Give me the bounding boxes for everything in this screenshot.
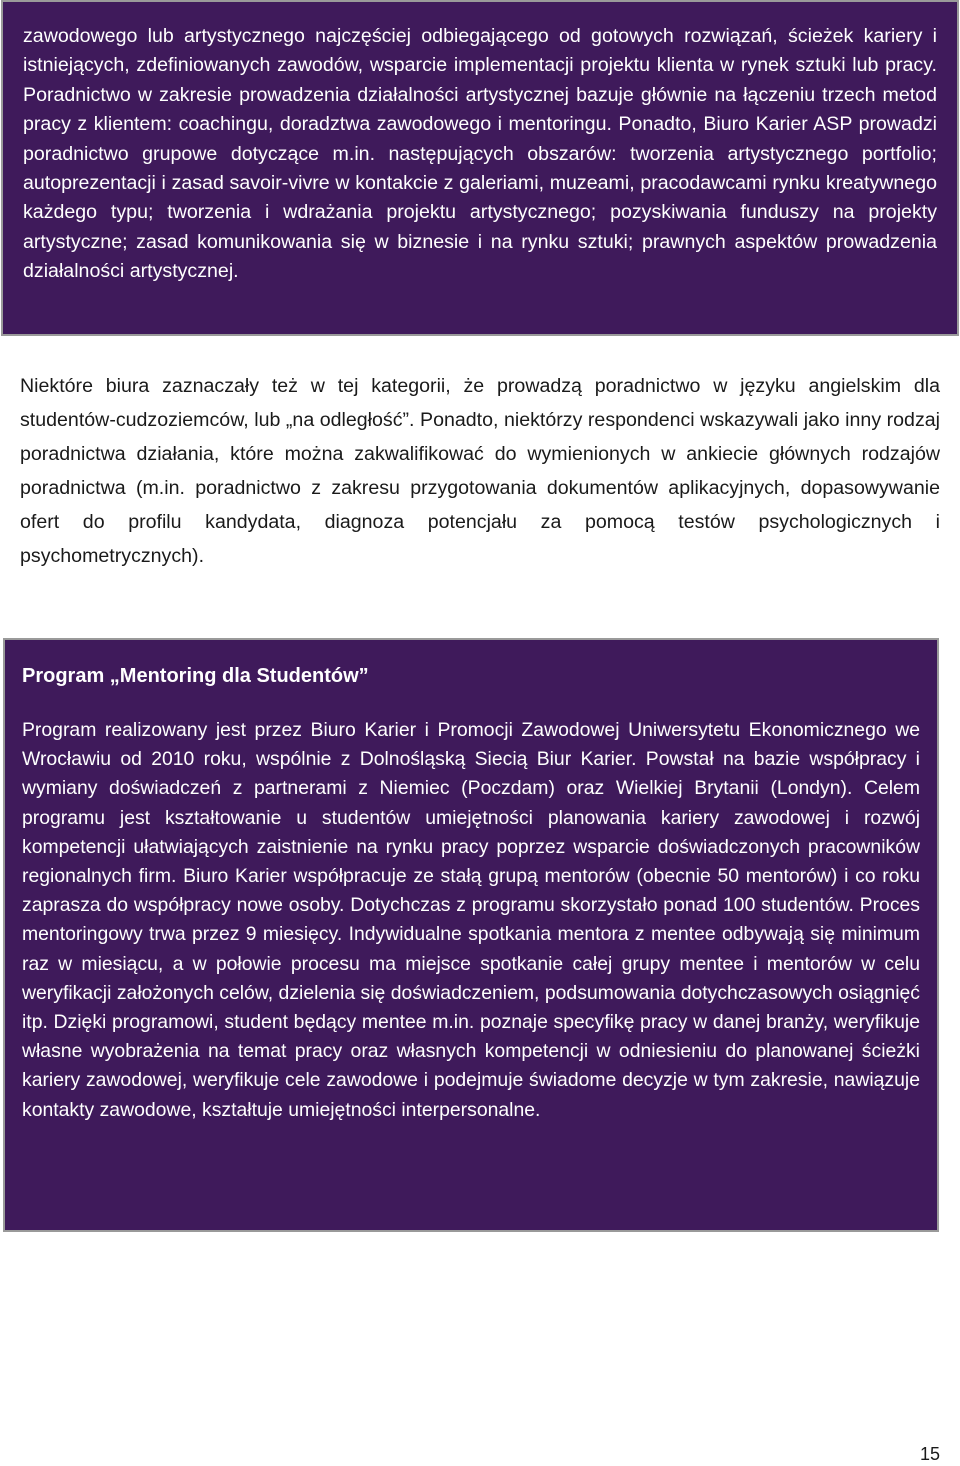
body-paragraph: Niektóre biura zaznaczały też w tej kategorii, że prowadzą poradnictwo w języku angielskim dla studentów-cudzoziemców, lub „na odległość”. Ponadto, niektórzy respondenci wskazywali jako inny rodzaj poradnictwa działania, które można zakwalifikować do wymienionych w ankiecie głównych rodzajów poradnictwa (m.in. poradnictwo z zakresu przygotowania dokumentów aplikacyjnych, dopasowywanie ofert do profilu kandydata, diagnoza potencjału za pomocą testów psychologicznych i psychometrycznych). bbox=[20, 375, 940, 567]
body-text-section bbox=[20, 369, 940, 573]
mentoring-program-paragraph: Program realizowany jest przez Biuro Karier i Promocji Zawodowej Uniwersytetu Ekonomicznego we Wrocławiu od 2010 roku, wspólnie z Dolnośląską Siecią Biur Karier. Powstał na bazie współpracy i wymiany doświadczeń z partnerami z Niemiec (Poczdam) oraz Wielkiej Brytanii (Londyn). Celem programu jest kształtowanie u studentów umiejętności planowania kariery zawodowej i rozwój kompetencji ułatwiających zaistnienie na rynku pracy poprzez wsparcie doświadczonych pracowników regionalnych firm. Biuro Karier współpracuje ze stałą grupą mentorów (obecnie 50 mentorów) i co roku zaprasza do współpracy nowe osoby. Dotychczas z programu skorzystało ponad 100 studentów. Proces mentoringowy trwa przez 9 miesięcy. Indywidualne spotkania mentora z mentee odbywają się minimum raz w miesiącu, a w połowie procesu ma miejsce spotkanie całej grupy mentee i mentorów w celu weryfikacji założonych celów, dzielenia się doświadczeniem, podsumowania dotychczasowych osiągnięć itp. Dzięki programowi, student będący mentee m.in. poznaje specyfikę pracy w danej branży, weryfikuje własne wyobrażenia na temat pracy oraz własnych kompetencji w odniesieniu do planowanej ścieżki kariery zawodowej, weryfikuje cele zawodowe i podejmuje świadome decyzje w tym zakresie, nawiązuje kontakty zawodowe, kształtuje umiejętności interpersonalne. bbox=[22, 719, 920, 1121]
mentoring-program-box bbox=[3, 638, 939, 1232]
career-advice-box bbox=[1, 0, 959, 336]
career-advice-paragraph: zawodowego lub artystycznego najczęściej odbiegającego od gotowych rozwiązań, ścieżek kariery i istniejących, zdefiniowanych zawodów, wsparcie implementacji projektu klienta w rynek sztuki lub pracy. Poradnictwo w zakresie prowadzenia działalności artystycznej bazuje głównie na łączeniu trzech metod pracy z klientem: coachingu, doradztwa zawodowego i mentoringu. Ponadto, Biuro Karier ASP prowadzi poradnictwo grupowe dotyczące m.in. następujących obszarów: tworzenia artystycznego portfolio; autoprezentacji i zasad savoir-vivre w kontakcie z galeriami, muzeami, pracodawcami rynku kreatywnego każdego typu; tworzenia i wdrażania projektu artystycznego; pozyskiwania funduszy na projekty artystyczne; zasad komunikowania się w biznesie i na rynku sztuki; prawnych aspektów prowadzenia działalności artystycznej. bbox=[23, 25, 937, 283]
page-number: 15 bbox=[919, 1444, 940, 1464]
mentoring-program-heading: Program „Mentoring dla Studentów” bbox=[22, 665, 369, 687]
